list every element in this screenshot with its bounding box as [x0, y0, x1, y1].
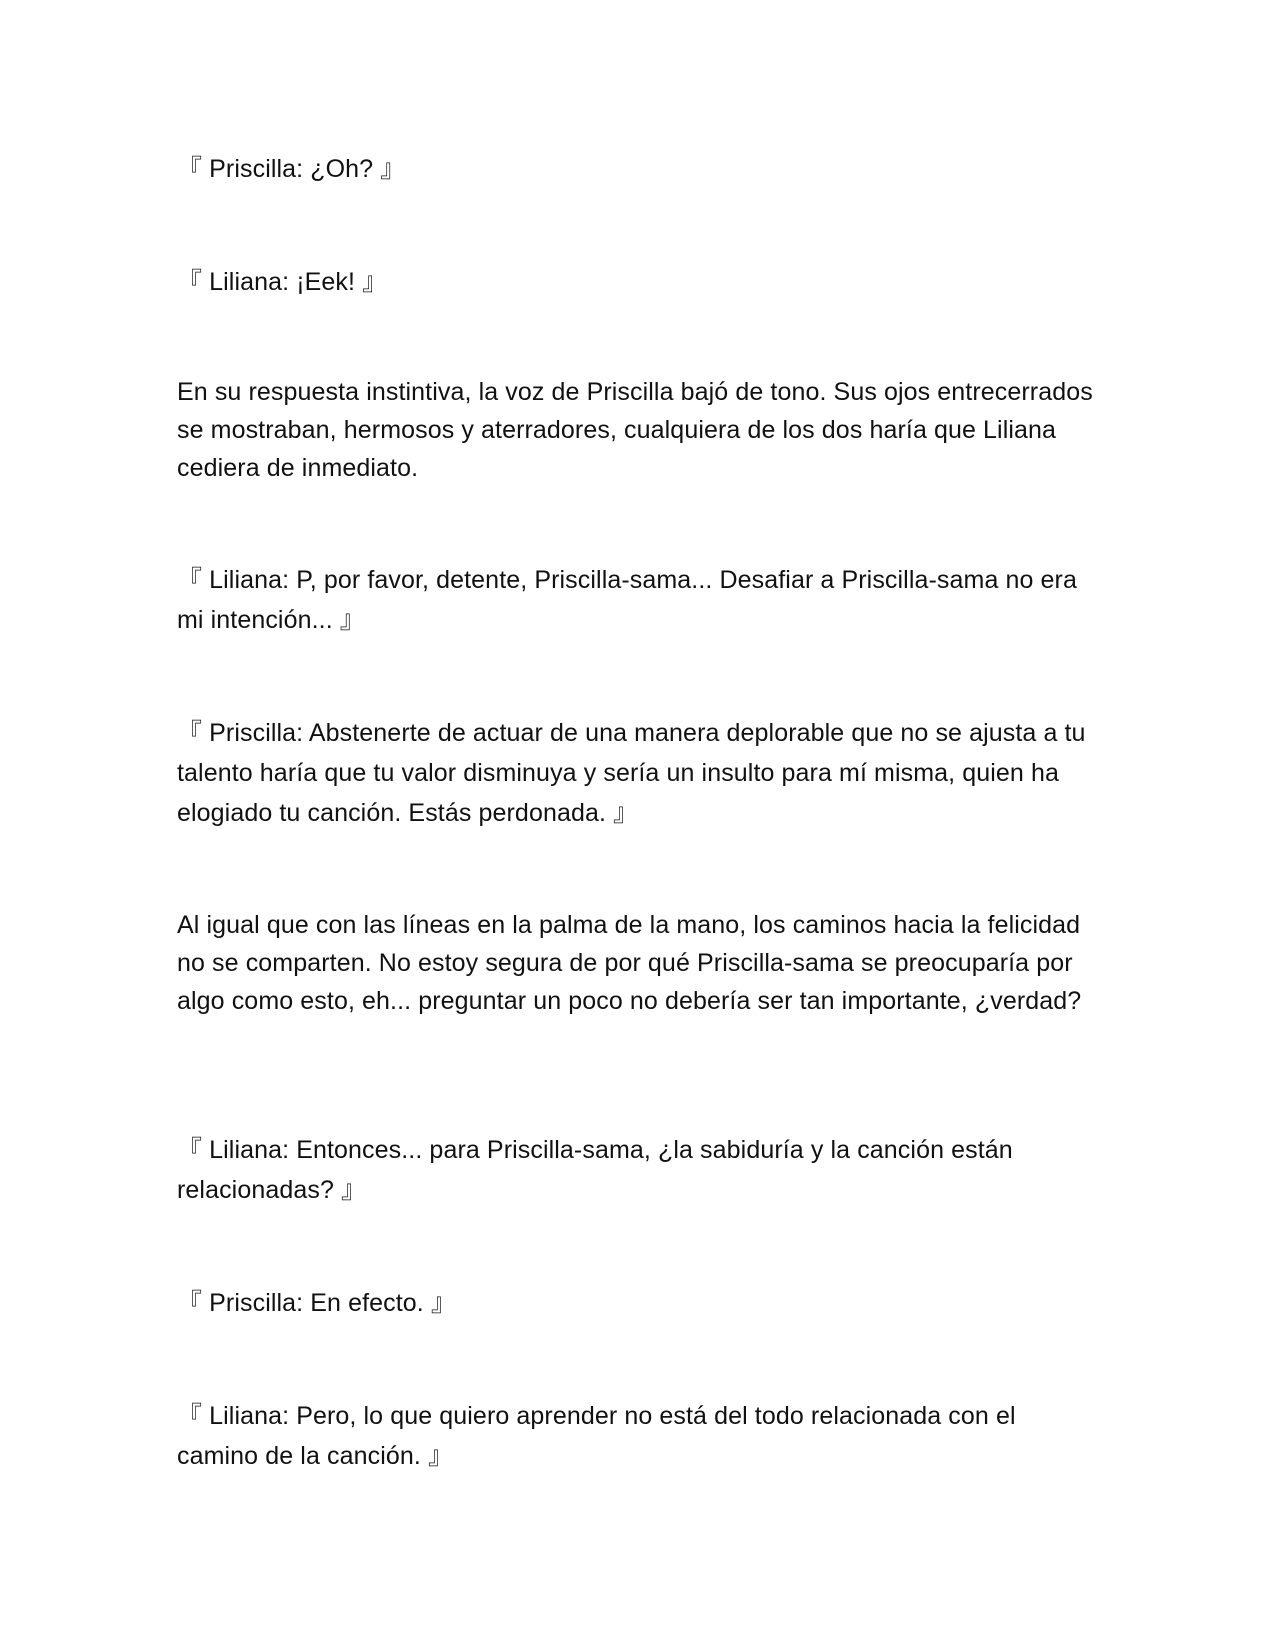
narration-paragraph: Al igual que con las líneas en la palma de la mano, los caminos hacia la felicidad no se comparten. No estoy segura de por qué Priscilla-sama se preocuparía por algo como esto, eh... preguntar un poco no debería ser tan importante, ¿verdad?: [177, 911, 1082, 1015]
dialogue-priscilla-en-efecto: 『 Priscilla: En efecto. 』: [177, 1289, 456, 1317]
dialogue-priscilla-perdonada: 『 Priscilla: Abstenerte de actuar de una manera deplorable que no se ajusta a tu talento haría que tu valor disminuya y sería un insulto para mí misma, quien ha elogiado tu canción. Estás perdonada. 』: [177, 719, 1086, 827]
dialogue-liliana-sabiduria: 『 Liliana: Entonces... para Priscilla-sama, ¿la sabiduría y la canción están relacionadas? 』: [177, 1136, 1013, 1204]
narration-paragraph: En su respuesta instintiva, la voz de Priscilla bajó de tono. Sus ojos entrecerrados se mostraban, hermosos y aterradores, cualquiera de los dos haría que Liliana cediera de inmediato.: [177, 378, 1093, 482]
dialogue-liliana-eek: 『 Liliana: ¡Eek! 』: [177, 268, 388, 296]
dialogue-priscilla-oh: 『 Priscilla: ¿Oh? 』: [177, 155, 406, 183]
dialogue-liliana-aprender: 『 Liliana: Pero, lo que quiero aprender no está del todo relacionada con el camino de la canción. 』: [177, 1402, 1016, 1470]
dialogue-liliana-detente: 『 Liliana: P, por favor, detente, Priscilla-sama... Desafiar a Priscilla-sama no era mi intención... 』: [177, 566, 1077, 634]
